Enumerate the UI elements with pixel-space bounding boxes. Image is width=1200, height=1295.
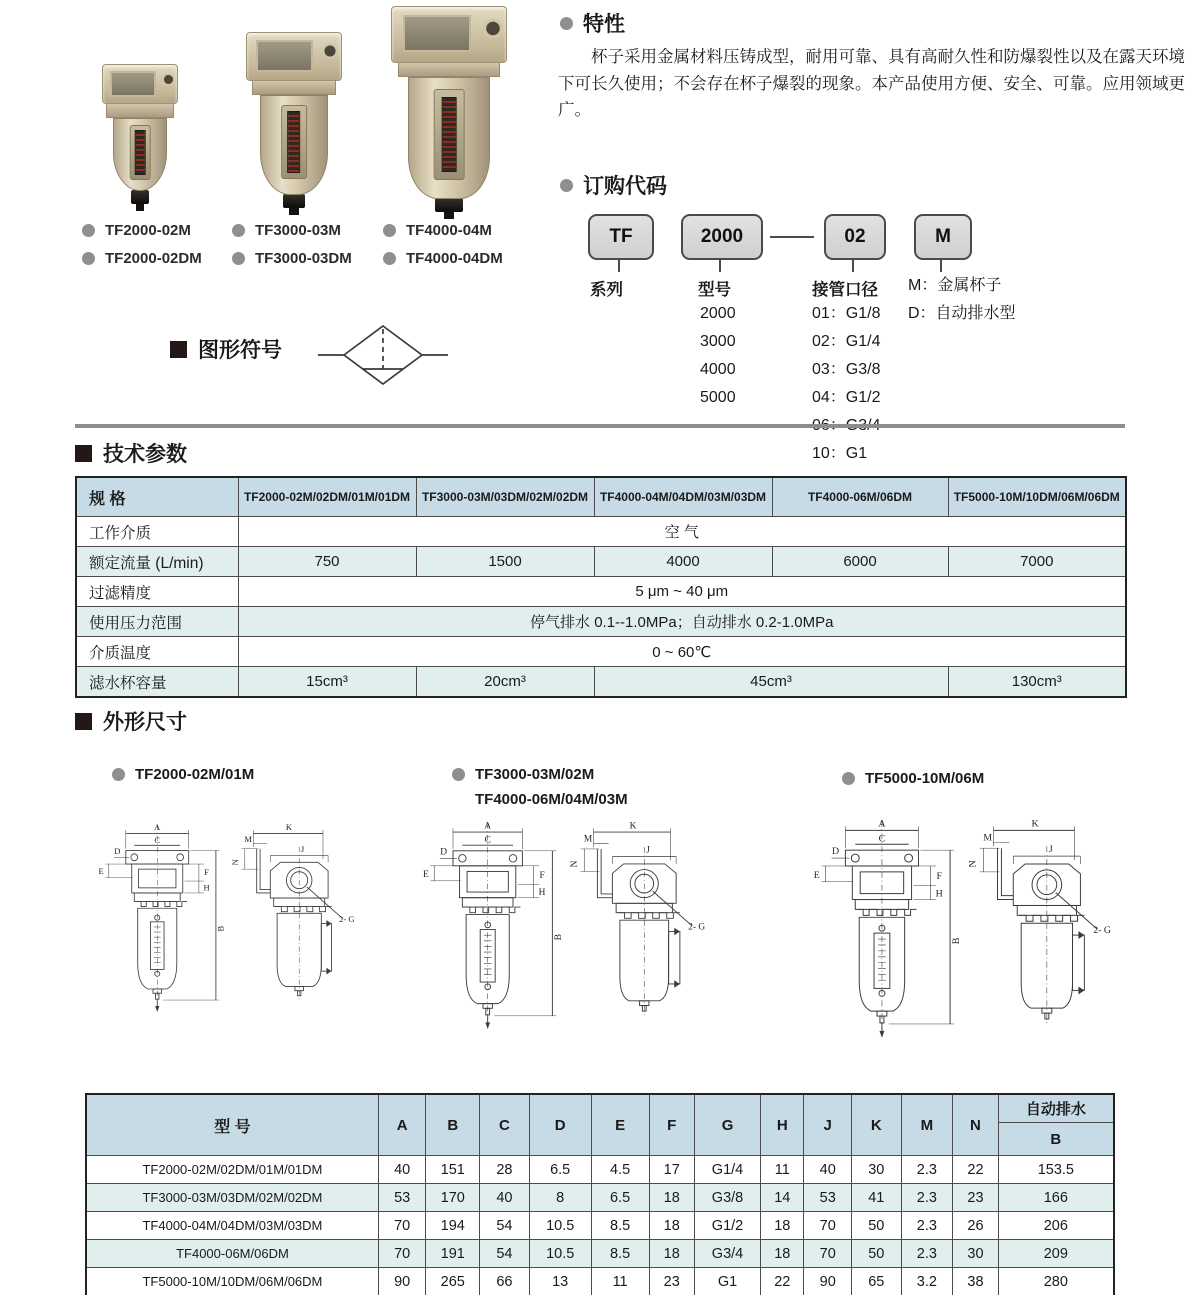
sight-glass-icon [135, 130, 146, 175]
outline-drawing-tf2000 [85, 818, 357, 1041]
table-cell: TF3000-03M/03DM/02M/02DM [86, 1184, 378, 1212]
sight-glass-icon [441, 97, 456, 172]
product-label-group-3 [383, 216, 503, 272]
dimensions-table [85, 1093, 1115, 1295]
drawing-model: TF5000-10M/06M [865, 770, 985, 787]
ordering-title: 订购代码 [583, 175, 667, 198]
table-cell: G3/4 [694, 1240, 760, 1268]
port-option: 03：G3/8 [812, 361, 881, 378]
table-cell: 30 [851, 1156, 901, 1184]
table-cell: 11 [761, 1156, 804, 1184]
code-box-port: 02 [824, 214, 886, 260]
table-cell: 280 [998, 1268, 1114, 1295]
section-divider [75, 424, 1125, 428]
model-name: TF2000-02DM [105, 249, 202, 267]
table-cell: G1/2 [694, 1212, 760, 1240]
table-cell: 14 [761, 1184, 804, 1212]
filter-bowl [113, 118, 167, 191]
bullet-icon [112, 768, 125, 781]
drawing-label-1 [112, 762, 254, 787]
table-cell: TF5000-10M/10DM/06M/06DM [86, 1268, 378, 1295]
table-row [86, 1268, 1114, 1295]
table-cell: 209 [998, 1240, 1114, 1268]
table-cell: 90 [378, 1268, 426, 1295]
dash-connector [770, 236, 814, 238]
suffix-note: D：自动排水型 [908, 305, 1016, 322]
table-cell: 2.3 [901, 1212, 953, 1240]
product-label-group-1 [82, 216, 202, 272]
connector-line [852, 258, 854, 272]
table-cell: 15cm³ [238, 667, 416, 698]
model-options [700, 300, 736, 412]
bullet-icon [82, 224, 95, 237]
table-cell: 170 [426, 1184, 480, 1212]
col-header: E [591, 1094, 649, 1156]
bullet-icon [232, 252, 245, 265]
features-paragraph: 杯子采用金属材料压铸成型，耐用可靠、具有高耐久性和防爆裂性以及在露天环境下可长久使用；不会存在杯子爆裂的现象。本产品使用方便、安全、可靠。应用领域更广。 [558, 48, 1185, 120]
port-option: 01：G1/8 [812, 305, 881, 322]
drawing-label-3 [842, 766, 984, 791]
drain-plug [283, 194, 306, 208]
col-header: TF4000-04M/04DM/03M/03DM [594, 477, 772, 517]
model-name: TF4000-04DM [406, 249, 503, 267]
model-name: TF3000-03DM [255, 249, 352, 267]
table-cell: 18 [761, 1212, 804, 1240]
features-heading [560, 8, 625, 38]
symbol-title: 图形符号 [198, 339, 282, 362]
table-cell: 7000 [948, 547, 1126, 577]
connector-line [719, 258, 721, 272]
table-row [86, 1212, 1114, 1240]
table-cell: 8.5 [591, 1240, 649, 1268]
model-name: TF4000-04M [406, 221, 492, 239]
row-label: 额定流量 (L/min) [76, 547, 238, 577]
col-header: D [529, 1094, 591, 1156]
table-cell: 54 [480, 1212, 530, 1240]
table-cell: 17 [649, 1156, 694, 1184]
filter-symbol-icon [318, 322, 450, 388]
port-icon [162, 73, 175, 86]
table-cell: 166 [998, 1184, 1114, 1212]
table-cell: 22 [953, 1156, 998, 1184]
table-cell: 30 [953, 1240, 998, 1268]
tech-heading [75, 438, 187, 468]
table-cell: 18 [761, 1240, 804, 1268]
col-header: A [378, 1094, 426, 1156]
table-cell: 8.5 [591, 1212, 649, 1240]
table-cell: 40 [480, 1184, 530, 1212]
port-option: 10：G1 [812, 445, 868, 462]
table-cell: 50 [851, 1212, 901, 1240]
code-box-model: 2000 [681, 214, 763, 260]
bullet-icon [383, 224, 396, 237]
table-cell: 1500 [416, 547, 594, 577]
row-label: 滤水杯容量 [76, 667, 238, 698]
filter-head [102, 64, 178, 104]
table-cell: 26 [953, 1212, 998, 1240]
model-option: 5000 [700, 389, 736, 406]
outline-drawing-tf3000-tf4000 [408, 815, 708, 1061]
col-header: 自动排水 [998, 1094, 1114, 1123]
table-cell: 18 [649, 1212, 694, 1240]
table-cell: 54 [480, 1240, 530, 1268]
col-header: K [851, 1094, 901, 1156]
port-options [812, 300, 881, 468]
col-header: G [694, 1094, 760, 1156]
port-icon [483, 19, 502, 38]
table-cell: TF4000-04M/04DM/03M/03DM [86, 1212, 378, 1240]
suffix-note: M：金属杯子 [908, 277, 1002, 294]
product-photo-tf4000 [392, 6, 506, 212]
bullet-icon [82, 252, 95, 265]
table-cell: 151 [426, 1156, 480, 1184]
model-option: 3000 [700, 333, 736, 350]
table-cell: 6.5 [591, 1184, 649, 1212]
table-cell: 191 [426, 1240, 480, 1268]
table-cell: 空 气 [238, 517, 1126, 547]
tech-title: 技术参数 [103, 443, 187, 466]
table-cell: G3/8 [694, 1184, 760, 1212]
table-cell: 90 [804, 1268, 852, 1295]
col-header: C [480, 1094, 530, 1156]
table-cell: 18 [649, 1240, 694, 1268]
bullet-icon [842, 772, 855, 785]
port-label: 接管口径 [812, 281, 878, 299]
col-header: M [901, 1094, 953, 1156]
bullet-icon [560, 179, 573, 192]
row-label: 使用压力范围 [76, 607, 238, 637]
table-cell: 50 [851, 1240, 901, 1268]
col-header: N [953, 1094, 998, 1156]
table-cell: 13 [529, 1268, 591, 1295]
table-cell: 4000 [594, 547, 772, 577]
table-cell: 40 [378, 1156, 426, 1184]
product-label-group-2 [232, 216, 352, 272]
table-cell: 2.3 [901, 1156, 953, 1184]
filter-head [246, 32, 342, 81]
table-cell: TF2000-02M/02DM/01M/01DM [86, 1156, 378, 1184]
table-cell: 153.5 [998, 1156, 1114, 1184]
table-cell: 10.5 [529, 1212, 591, 1240]
table-cell: 70 [378, 1240, 426, 1268]
col-header: TF2000-02M/02DM/01M/01DM [238, 477, 416, 517]
table-cell: 20cm³ [416, 667, 594, 698]
table-cell: 130cm³ [948, 667, 1126, 698]
model-option: 4000 [700, 361, 736, 378]
row-label: 过滤精度 [76, 577, 238, 607]
table-cell: 0 ~ 60℃ [238, 637, 1126, 667]
table-cell: G1/4 [694, 1156, 760, 1184]
table-cell: 6.5 [529, 1156, 591, 1184]
outline-drawing-tf5000 [798, 806, 1114, 1078]
code-box-series: TF [588, 214, 654, 260]
col-header: TF3000-03M/03DM/02M/02DM [416, 477, 594, 517]
model-name: TF3000-03M [255, 221, 341, 239]
col-header: 规 格 [76, 477, 238, 517]
col-header: B [426, 1094, 480, 1156]
table-cell: 5 μm ~ 40 μm [238, 577, 1126, 607]
table-cell: 2.3 [901, 1240, 953, 1268]
suffix-notes [908, 272, 1016, 328]
table-cell: 53 [804, 1184, 852, 1212]
table-cell: 70 [804, 1240, 852, 1268]
col-header: TF4000-06M/06DM [772, 477, 948, 517]
code-box-suffix: M [914, 214, 972, 260]
drain-plug [435, 198, 462, 212]
port-icon [322, 43, 338, 59]
drain-plug [131, 190, 149, 204]
table-cell: 18 [649, 1184, 694, 1212]
col-header: J [804, 1094, 852, 1156]
port-option: 04：G1/2 [812, 389, 881, 406]
table-cell: G1 [694, 1268, 760, 1295]
ordering-heading [560, 170, 667, 200]
table-cell: 53 [378, 1184, 426, 1212]
table-cell: 66 [480, 1268, 530, 1295]
symbol-heading [170, 334, 282, 364]
table-cell: 45cm³ [594, 667, 948, 698]
table-cell: 41 [851, 1184, 901, 1212]
row-label: 介质温度 [76, 637, 238, 667]
filter-bowl [408, 77, 490, 199]
table-cell: 70 [378, 1212, 426, 1240]
table-cell: 40 [804, 1156, 852, 1184]
table-cell: 8 [529, 1184, 591, 1212]
outline-title: 外形尺寸 [103, 711, 187, 734]
filter-bowl [260, 95, 328, 195]
table-cell: 23 [953, 1184, 998, 1212]
bullet-icon [452, 768, 465, 781]
tech-specs-table [75, 476, 1127, 698]
bullet-icon [232, 224, 245, 237]
table-cell: TF4000-06M/06DM [86, 1240, 378, 1268]
features-title: 特性 [583, 13, 625, 36]
table-cell: 23 [649, 1268, 694, 1295]
model-option: 2000 [700, 305, 736, 322]
bullet-icon [383, 252, 396, 265]
drawing-model: TF3000-03M/02M [475, 766, 595, 783]
col-header: H [761, 1094, 804, 1156]
square-marker-icon [75, 713, 92, 730]
drawing-label-2 [452, 762, 628, 812]
drawing-model: TF2000-02M/01M [135, 766, 255, 783]
table-row [86, 1156, 1114, 1184]
model-label: 型号 [698, 281, 731, 299]
table-cell: 70 [804, 1212, 852, 1240]
product-photo-tf2000 [103, 64, 177, 204]
table-cell: 6000 [772, 547, 948, 577]
square-marker-icon [75, 445, 92, 462]
table-cell: 2.3 [901, 1184, 953, 1212]
table-cell: 4.5 [591, 1156, 649, 1184]
connector-line [618, 258, 620, 272]
table-cell: 28 [480, 1156, 530, 1184]
table-cell: 194 [426, 1212, 480, 1240]
table-row [86, 1240, 1114, 1268]
table-cell: 停气排水 0.1--1.0MPa；自动排水 0.2-1.0MPa [238, 607, 1126, 637]
table-cell: 65 [851, 1268, 901, 1295]
product-photo-tf3000 [247, 32, 341, 208]
drawing-model: TF4000-06M/04M/03M [475, 791, 628, 808]
connector-line [940, 258, 942, 272]
filter-head [391, 6, 507, 63]
table-row [86, 1184, 1114, 1212]
bullet-icon [560, 17, 573, 30]
row-label: 工作介质 [76, 517, 238, 547]
model-name: TF2000-02M [105, 221, 191, 239]
table-cell: 265 [426, 1268, 480, 1295]
table-cell: 750 [238, 547, 416, 577]
table-cell: 22 [761, 1268, 804, 1295]
sight-glass-icon [288, 111, 301, 172]
table-cell: 11 [591, 1268, 649, 1295]
square-marker-icon [170, 341, 187, 358]
table-cell: 3.2 [901, 1268, 953, 1295]
table-cell: 10.5 [529, 1240, 591, 1268]
outline-heading [75, 706, 187, 736]
port-option: 02：G1/4 [812, 333, 881, 350]
col-header: F [649, 1094, 694, 1156]
table-cell: 206 [998, 1212, 1114, 1240]
table-cell: 38 [953, 1268, 998, 1295]
col-header: TF5000-10M/10DM/06M/06DM [948, 477, 1126, 517]
col-subheader: B [998, 1123, 1114, 1156]
col-header: 型 号 [86, 1094, 378, 1156]
series-label: 系列 [590, 281, 623, 299]
